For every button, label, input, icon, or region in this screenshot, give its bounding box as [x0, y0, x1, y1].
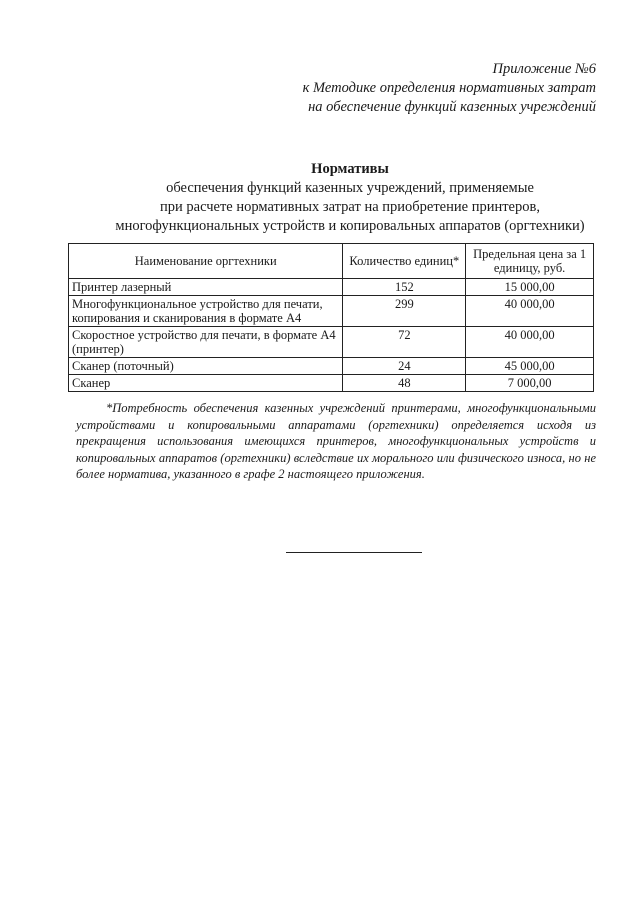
- cell-name: Многофункциональное устройство для печати, копирования и сканирования в формате А4: [69, 296, 343, 327]
- table-row: [69, 279, 594, 296]
- appendix-header: [303, 60, 596, 117]
- cell-quantity: 152: [343, 279, 466, 296]
- header-quantity: Количество единиц*: [343, 244, 466, 279]
- appendix-number: Приложение №6: [492, 61, 596, 77]
- document-subtitle-line2: при расчете нормативных затрат на приобретение принтеров,: [160, 199, 540, 215]
- document-heading: [60, 160, 640, 236]
- cell-quantity: 48: [343, 375, 466, 392]
- cell-quantity: 24: [343, 358, 466, 375]
- cell-price: 40 000,00: [466, 327, 594, 358]
- table-row: [69, 358, 594, 375]
- appendix-reference-line1: к Методике определения нормативных затрат: [302, 80, 596, 96]
- cell-name: Сканер: [69, 375, 343, 392]
- header-max-price: Предельная цена за 1 единицу, руб.: [466, 244, 594, 279]
- appendix-reference-line2: на обеспечение функций казенных учреждений: [308, 99, 596, 115]
- cell-quantity: 72: [343, 327, 466, 358]
- document-subtitle-line3: многофункциональных устройств и копировальных аппаратов (оргтехники): [115, 218, 585, 234]
- cell-name: Скоростное устройство для печати, в формате А4 (принтер): [69, 327, 343, 358]
- cell-name: Принтер лазерный: [69, 279, 343, 296]
- document-subtitle-line1: обеспечения функций казенных учреждений, применяемые: [166, 180, 534, 196]
- norms-table: [68, 243, 594, 392]
- table-row: [69, 327, 594, 358]
- cell-price: 45 000,00: [466, 358, 594, 375]
- footnote: *Потребность обеспечения казенных учреждений принтерами, многофункциональными устройствами и копировальными аппаратами (оргтехники) определяется исходя из прекращения использования имеющихся принтеров, многофункциональных устройств и копировальных аппаратов (оргтехники) вследствие их морального или физического износа, но не более норматива, указанного в графе 2 настоящего приложения.: [76, 401, 596, 481]
- document-title: Нормативы: [311, 161, 389, 177]
- table-row: [69, 296, 594, 327]
- table-row: [69, 375, 594, 392]
- cell-quantity: 299: [343, 296, 466, 327]
- closing-rule: [286, 552, 422, 553]
- header-equipment-name: Наименование оргтехники: [69, 244, 343, 279]
- cell-price: 7 000,00: [466, 375, 594, 392]
- cell-name: Сканер (поточный): [69, 358, 343, 375]
- cell-price: 40 000,00: [466, 296, 594, 327]
- table-header-row: [69, 244, 594, 279]
- cell-price: 15 000,00: [466, 279, 594, 296]
